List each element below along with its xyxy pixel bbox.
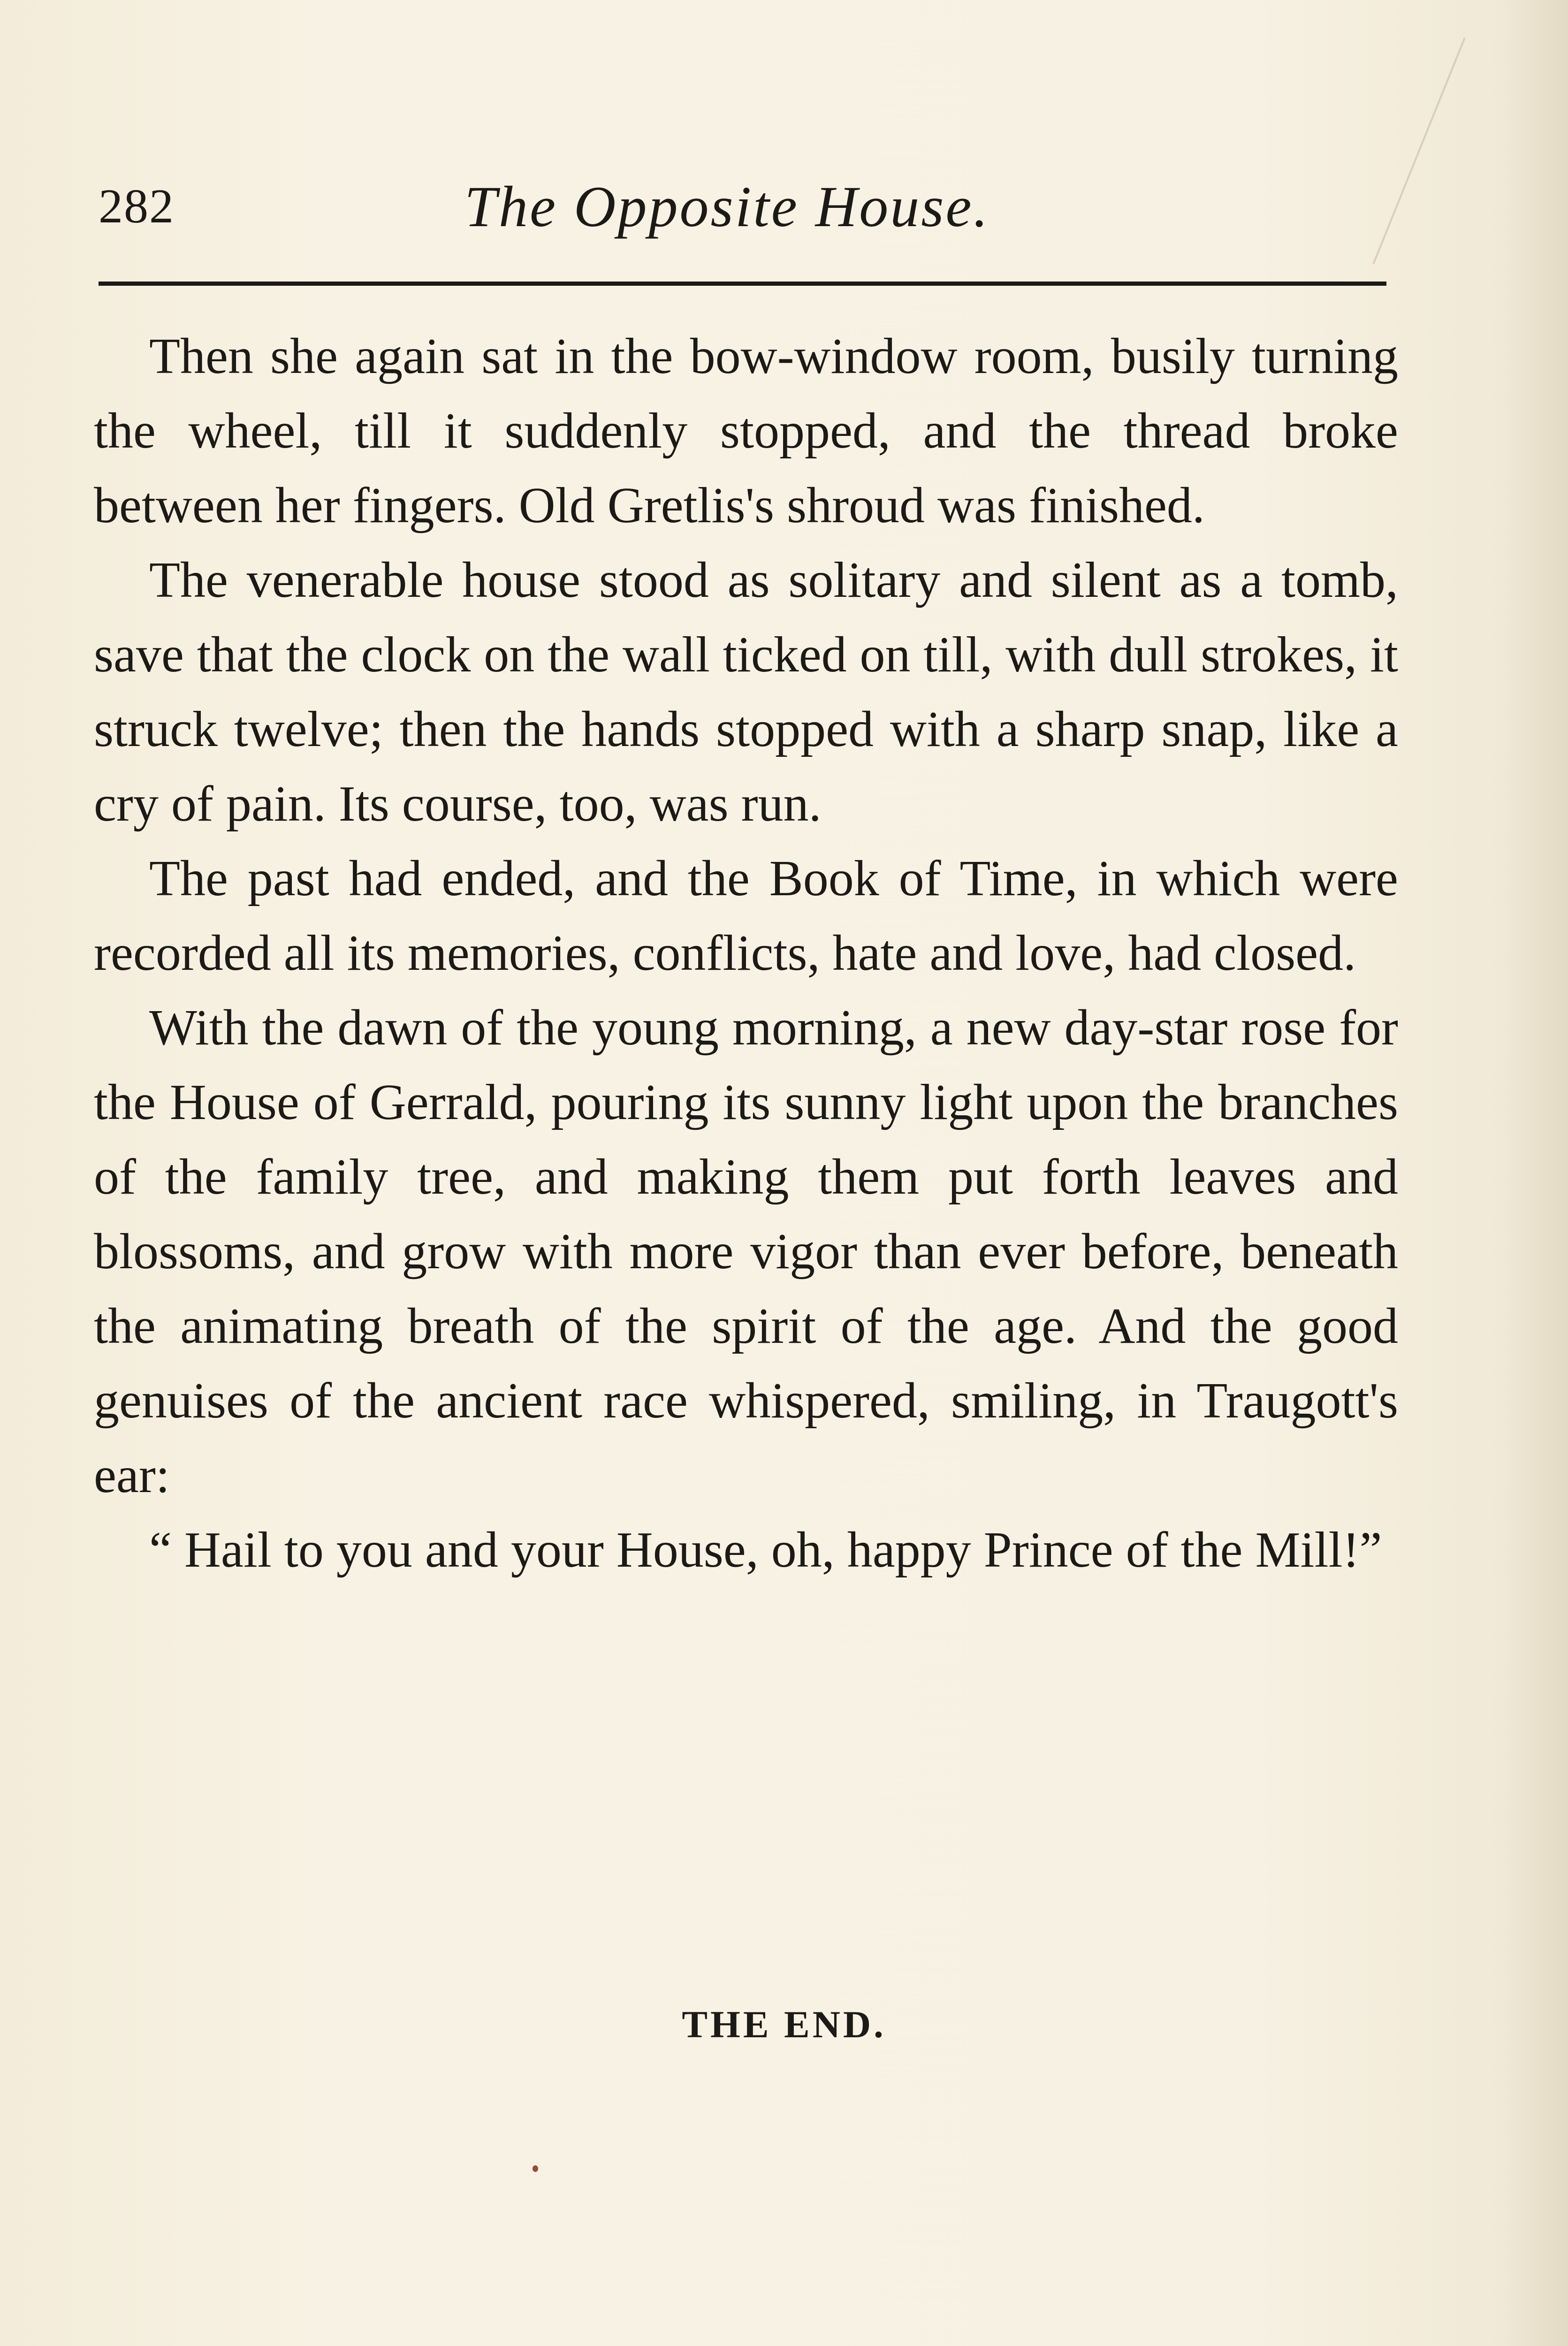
paragraph: The venerable house stood as solitary and silent as a tomb, save that the clock on the wall ticked on till, with dull strokes, it struck twelve; then the hands stopped with a sharp snap, like a cry of pain. Its course, too, was run. [94, 552, 1398, 832]
page-number: 282 [99, 179, 175, 233]
running-title: The Opposite House. [464, 175, 990, 239]
paragraph: The past had ended, and the Book of Time, in which were recorded all its memories, conflicts, hate and love, had closed. [94, 851, 1398, 981]
paragraph: “ Hail to you and your House, oh, happy Prince of the Mill!” [149, 1522, 1382, 1578]
ink-speck [533, 2165, 538, 2172]
page-header [94, 160, 1398, 244]
the-end-heading: THE END. [682, 2003, 886, 2046]
body-text [94, 319, 1398, 1587]
paragraph: With the dawn of the young morning, a new day-star rose for the House of Gerrald, pouring its sunny light upon the branches of the family tree, and making them put forth leaves and blossoms, and grow with more vigor than ever before, beneath the animating breath of the spirit of the age. And the good genuises of the ancient race whispered, smiling, in Traugott's ear: [94, 1000, 1398, 1503]
page-edge-shadow [1502, 0, 1568, 2346]
paragraph: Then she again sat in the bow-window room, busily turning the wheel, till it suddenly stopped, and the thread broke between her fingers. Old Gretlis's shroud was finished. [94, 328, 1398, 533]
header-rule [99, 282, 1386, 286]
